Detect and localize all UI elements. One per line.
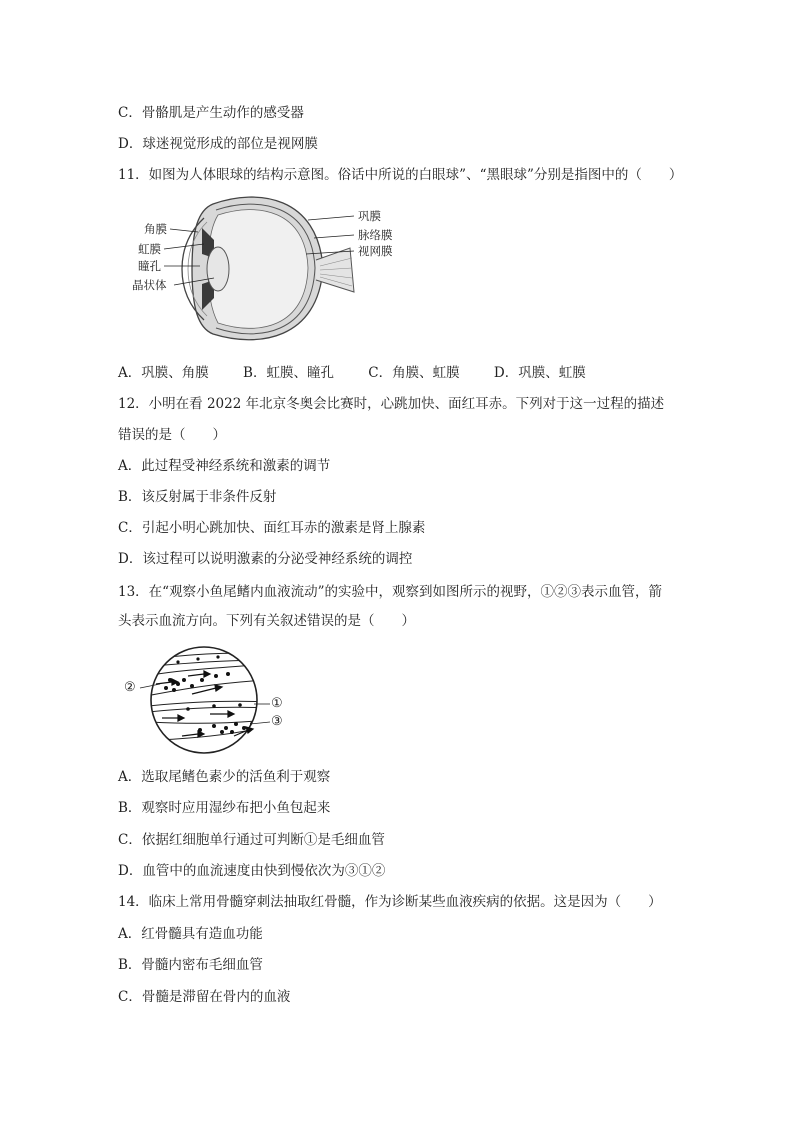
q13-stem-line1: 13．在“观察小鱼尾鳍内血液流动”的实验中，观察到如图所示的视野，①②③表示血管，箭 bbox=[118, 584, 662, 600]
q11-option-a: A．巩膜、角膜 bbox=[118, 365, 209, 381]
label-pupil: 瞳孔 bbox=[138, 259, 161, 273]
q12-option-a: A．此过程受神经系统和激素的调节 bbox=[118, 458, 331, 474]
q11-option-b: B．虹膜、瞳孔 bbox=[243, 365, 334, 381]
q13-stem-line2: 头表示血流方向。下列有关叙述错误的是（ ） bbox=[118, 613, 415, 629]
q13-option-d: D．血管中的血流速度由快到慢依次为③①② bbox=[118, 863, 386, 879]
q11-stem: 11．如图为人体眼球的结构示意图。俗话中所说的白眼球”、“黑眼球”分别是指图中的（ ） bbox=[118, 167, 683, 183]
q14-option-c: C．骨髓是滞留在骨内的血液 bbox=[118, 989, 291, 1005]
q14-stem: 14．临床上常用骨髓穿刺法抽取红骨髓，作为诊断某些血液疾病的依据。这是因为（ ） bbox=[118, 894, 662, 910]
label-choroid: 脉络膜 bbox=[358, 228, 393, 242]
blood-flow-diagram bbox=[118, 640, 298, 758]
q10-option-c: C．骨骼肌是产生动作的感受器 bbox=[118, 105, 304, 121]
q13-option-a: A．选取尾鳍色素少的活鱼利于观察 bbox=[118, 769, 331, 785]
eye-diagram bbox=[118, 188, 408, 353]
q11-option-d: D．巩膜、虹膜 bbox=[493, 365, 586, 381]
q12-stem-line1: 12．小明在看 2022 年北京冬奥会比赛时，心跳加快、面红耳赤。下列对于这一过程的描述 bbox=[118, 396, 665, 412]
label-lens: 晶状体 bbox=[132, 278, 167, 292]
q12-option-d: D．该过程可以说明激素的分泌受神经系统的调控 bbox=[118, 551, 413, 567]
q14-option-b: B．骨髓内密布毛细血管 bbox=[118, 957, 263, 973]
q12-option-b: B．该反射属于非条件反射 bbox=[118, 489, 277, 505]
q12-option-c: C．引起小明心跳加快、面红耳赤的激素是肾上腺素 bbox=[118, 520, 426, 536]
q13-option-c: C．依据红细胞单行通过可判断①是毛细血管 bbox=[118, 832, 385, 848]
q12-stem-line2: 错误的是（ ） bbox=[118, 427, 226, 443]
q11-options bbox=[118, 364, 586, 382]
q10-option-d: D．球迷视觉形成的部位是视网膜 bbox=[118, 136, 318, 152]
q11-option-c: C．角膜、虹膜 bbox=[368, 365, 460, 381]
q14-option-a: A．红骨髓具有造血功能 bbox=[118, 926, 263, 942]
label-vessel-1: ① bbox=[271, 696, 283, 711]
label-vessel-3: ③ bbox=[271, 714, 283, 729]
label-iris: 虹膜 bbox=[138, 242, 161, 256]
label-retina: 视网膜 bbox=[358, 244, 393, 258]
q13-option-b: B．观察时应用湿纱布把小鱼包起来 bbox=[118, 800, 331, 816]
label-cornea: 角膜 bbox=[144, 222, 167, 236]
label-vessel-2: ② bbox=[124, 680, 136, 695]
label-sclera: 巩膜 bbox=[358, 209, 381, 223]
